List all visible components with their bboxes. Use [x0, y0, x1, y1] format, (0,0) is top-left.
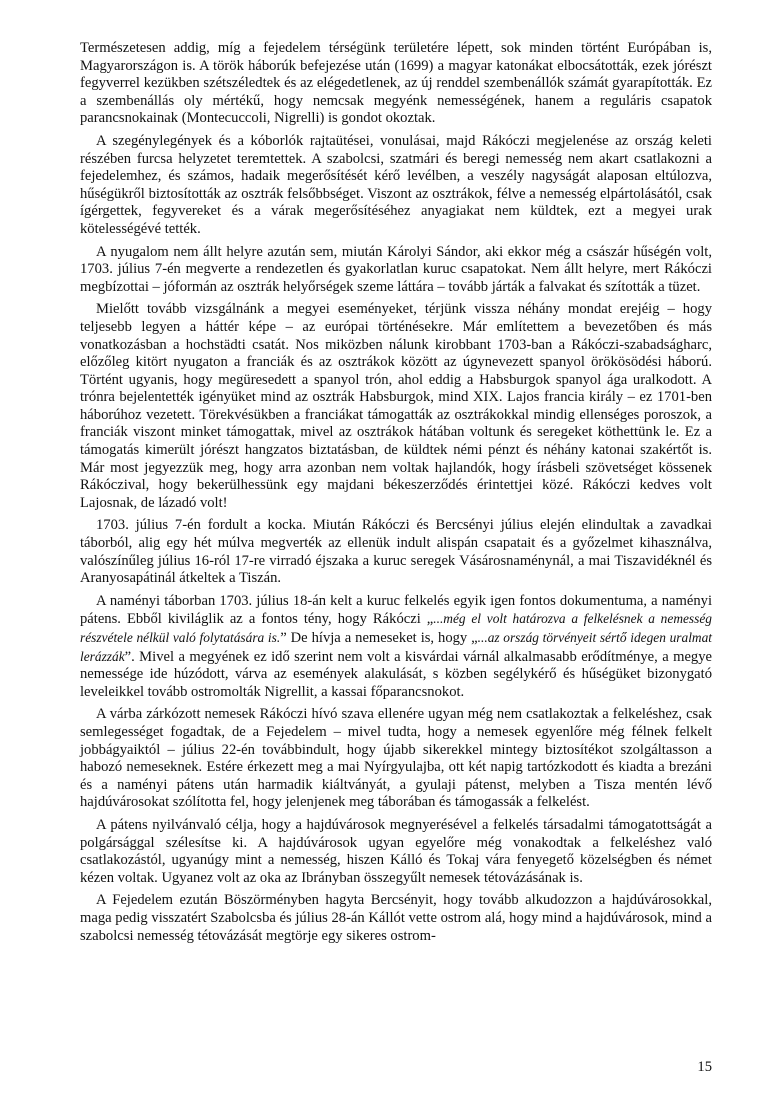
- text-run: A naményi táborban 1703. július 18-án kelt a kuruc felkelés egyik igen fontos dokumentuma, a naményi pátens. Ebből kiviláglik az a fontos tény, hogy Rákóczi „: [80, 592, 712, 628]
- paragraph: [80, 517, 712, 587]
- text-run: ”. Mivel a megyének ez idő szerint nem volt a kisvárdai várnál alkalmasabb erődítménye, a megye nemessége ide húzódott, várva az események alakulását, s közben segélykérő és hűségüket bizonygató leveleikkel tovább ostromolták Nigrellit, a kassai főparancsnokot.: [80, 648, 712, 700]
- paragraph: [80, 40, 712, 128]
- italic-quote: ...az ország törvényeit sértő idegen uralmat lerázzák: [80, 630, 713, 664]
- body-text: [80, 40, 712, 950]
- paragraph: [80, 593, 712, 702]
- paragraph: [80, 244, 712, 297]
- text-run: Természetesen addig, míg a fejedelem térségünk területére lépett, sok minden történt Európában is, Magyarországon is. A török háborúk befejezése után (1699) a magyar katonákat elbocsátották, ezek jórészt fegyverrel kezükben szétszéledtek és az elégedetlenek, az új renddel szembenállók számát gyarapították. Ez a szembenállás oly mértékű, hogy nemcsak megyénk nemességének, hanem a reguláris csapatok parancsnokainak (Montecuccoli, Nigrelli) is gondot okoztak.: [80, 40, 712, 127]
- text-run: Mielőtt tovább vizsgálnánk a megyei eseményeket, térjünk vissza néhány mondat erejéig – hogy teljesebb legyen a háttér képe – az európai történésekre. Már említettem a bevezetőben és más vonatkozásban a hochstädti csatát. Nos miközben nálunk kirobbant 1703-ban a Rákóczi-szabadságharc, előzőleg kitört nyugaton a franciák és az osztrákok között az úgynevezett spanyol örökösödési háború. Történt ugyanis, hogy megüresedett a spanyol trón, ahol eddig a Habsburgok spanyol ága uralkodott. A trónra bejelentették igényüket mind az osztrák Habsburgok, mind XIX. Lajos francia király – ez 1701-ben háborúhoz vezetett. Törekvésükben a franciákat támogatták az osztrákokkal mindig ellenséges poroszok, a franciák viszont minket támogattak, mivel az osztrákok hátában voltunk és seregeket köthettünk le. Ez a támogatás kimerült jórészt hangzatos biztatásban, de küldtek némi pénzt és néhány katonai szakértőt is. Már most jegyezzük meg, hogy arra azonban nem voltak hajlandók, hogy írásbeli szövetséget kössenek Rákóczival, hogy bekerülhessünk egy majdani békeszerződés érintettjei közé. Rákóczi kedves volt Lajosnak, de lázadó volt!: [80, 301, 712, 511]
- text-run: A szegénylegények és a kóborlók rajtaütései, vonulásai, majd Rákóczi megjelenése az ország keleti részében furcsa helyzetet teremtettek. A szabolcsi, szatmári és beregi nemesség nem akart csatlakozni a fejedelemhez, és számos, hadaik megerősítését kérő levélben, a veszély nagyságát alaposan eltúlozva, hűségükről biztosították az osztrák felsőbbséget. Viszont az osztrákok, félve a nemesség elpártolásától, csak ígérgettek, fegyvereket és a várak megerősítéséhez anyagiakat nem küldtek, ezt a megyei urak kötelességévé tették.: [80, 132, 712, 237]
- paragraph: [80, 817, 712, 887]
- text-run: A Fejedelem ezután Böszörményben hagyta Bercsényit, hogy tovább alkudozzon a hajdúvárosokkal, maga pedig visszatért Szabolcsba és július 28-án Kállót vette ostrom alá, hogy mind a hajdúvárosok, mind a szabolcsi nemesség tétovázását megtörje egy sikeres ostrom-: [80, 892, 712, 944]
- text-run: A nyugalom nem állt helyre azután sem, miután Károlyi Sándor, aki ekkor még a császár hűségén volt, 1703. július 7-én megverte a rendezetlen és gyakorlatlan kuruc csapatokat. Nem állt helyre, mert Rákóczi megbízottai – jóformán az osztrák helyőrségek szeme láttára – tovább járták a falvakat és szították a tüzet.: [80, 243, 712, 295]
- text-run: 1703. július 7-én fordult a kocka. Miután Rákóczi és Bercsényi július elején elindultak a zavadkai táborból, alig egy hét múlva megverték az ellenük indult alispán csapatait és a győzelmet kihasználva, valószínűleg július 16-ról 17-re virradó éjszaka a kuruc seregek Vásárosnaménynál, a mai Tiszavidéknél és Aranyosapátinál átkeltek a Tiszán.: [80, 517, 712, 587]
- text-run: ” De hívja a nemeseket is, hogy „: [280, 630, 478, 646]
- paragraph: [80, 301, 712, 512]
- paragraph: [80, 133, 712, 239]
- text-run: A pátens nyilvánvaló célja, hogy a hajdúvárosok megnyerésével a felkelés társadalmi támogatottságát a polgársággal szélesítse ki. A hajdúvárosok ugyan egyelőre még vonakodtak a felkeléshez való csatlakozástól, ugyanúgy mint a nemesség, hiszen Kálló és Tokaj vára fenyegető közelségben és német kézen voltak. Ugyanez volt az oka az Ibrányban összegyűlt nemesek tétovázásának is.: [80, 816, 712, 886]
- page-number: 15: [697, 1059, 712, 1075]
- text-run: A várba zárkózott nemesek Rákóczi hívó szava ellenére ugyan még nem csatlakoztak a felkeléshez, csak semlegességet fogadtak, de a Fejedelem – mivel tudta, hogy a nemesek egyenlőre még félnek felkelt jobbágyaiktól – július 22-én továbbindult, hogy újabb sikerekkel mintegy biztosítékot szolgáltasson a habozó nemeseknek. Estére érkezett meg a mai Nyírgyulajba, ott két napig tartózkodott és kiadta a brezáni és a naményi pátens után harmadik kiáltványát, a gyulaji pátenst, melyben a Tisza mentén lévő hajdúvárosokat szólította fel, hogy jelenjenek meg táborában és támogassák a felkelést.: [80, 706, 712, 811]
- paragraph: [80, 706, 712, 812]
- italic-quote: ...még el volt határozva a felkelésnek a nemesség részvétele nélkül való folytatására is.: [80, 611, 712, 645]
- paragraph: [80, 892, 712, 945]
